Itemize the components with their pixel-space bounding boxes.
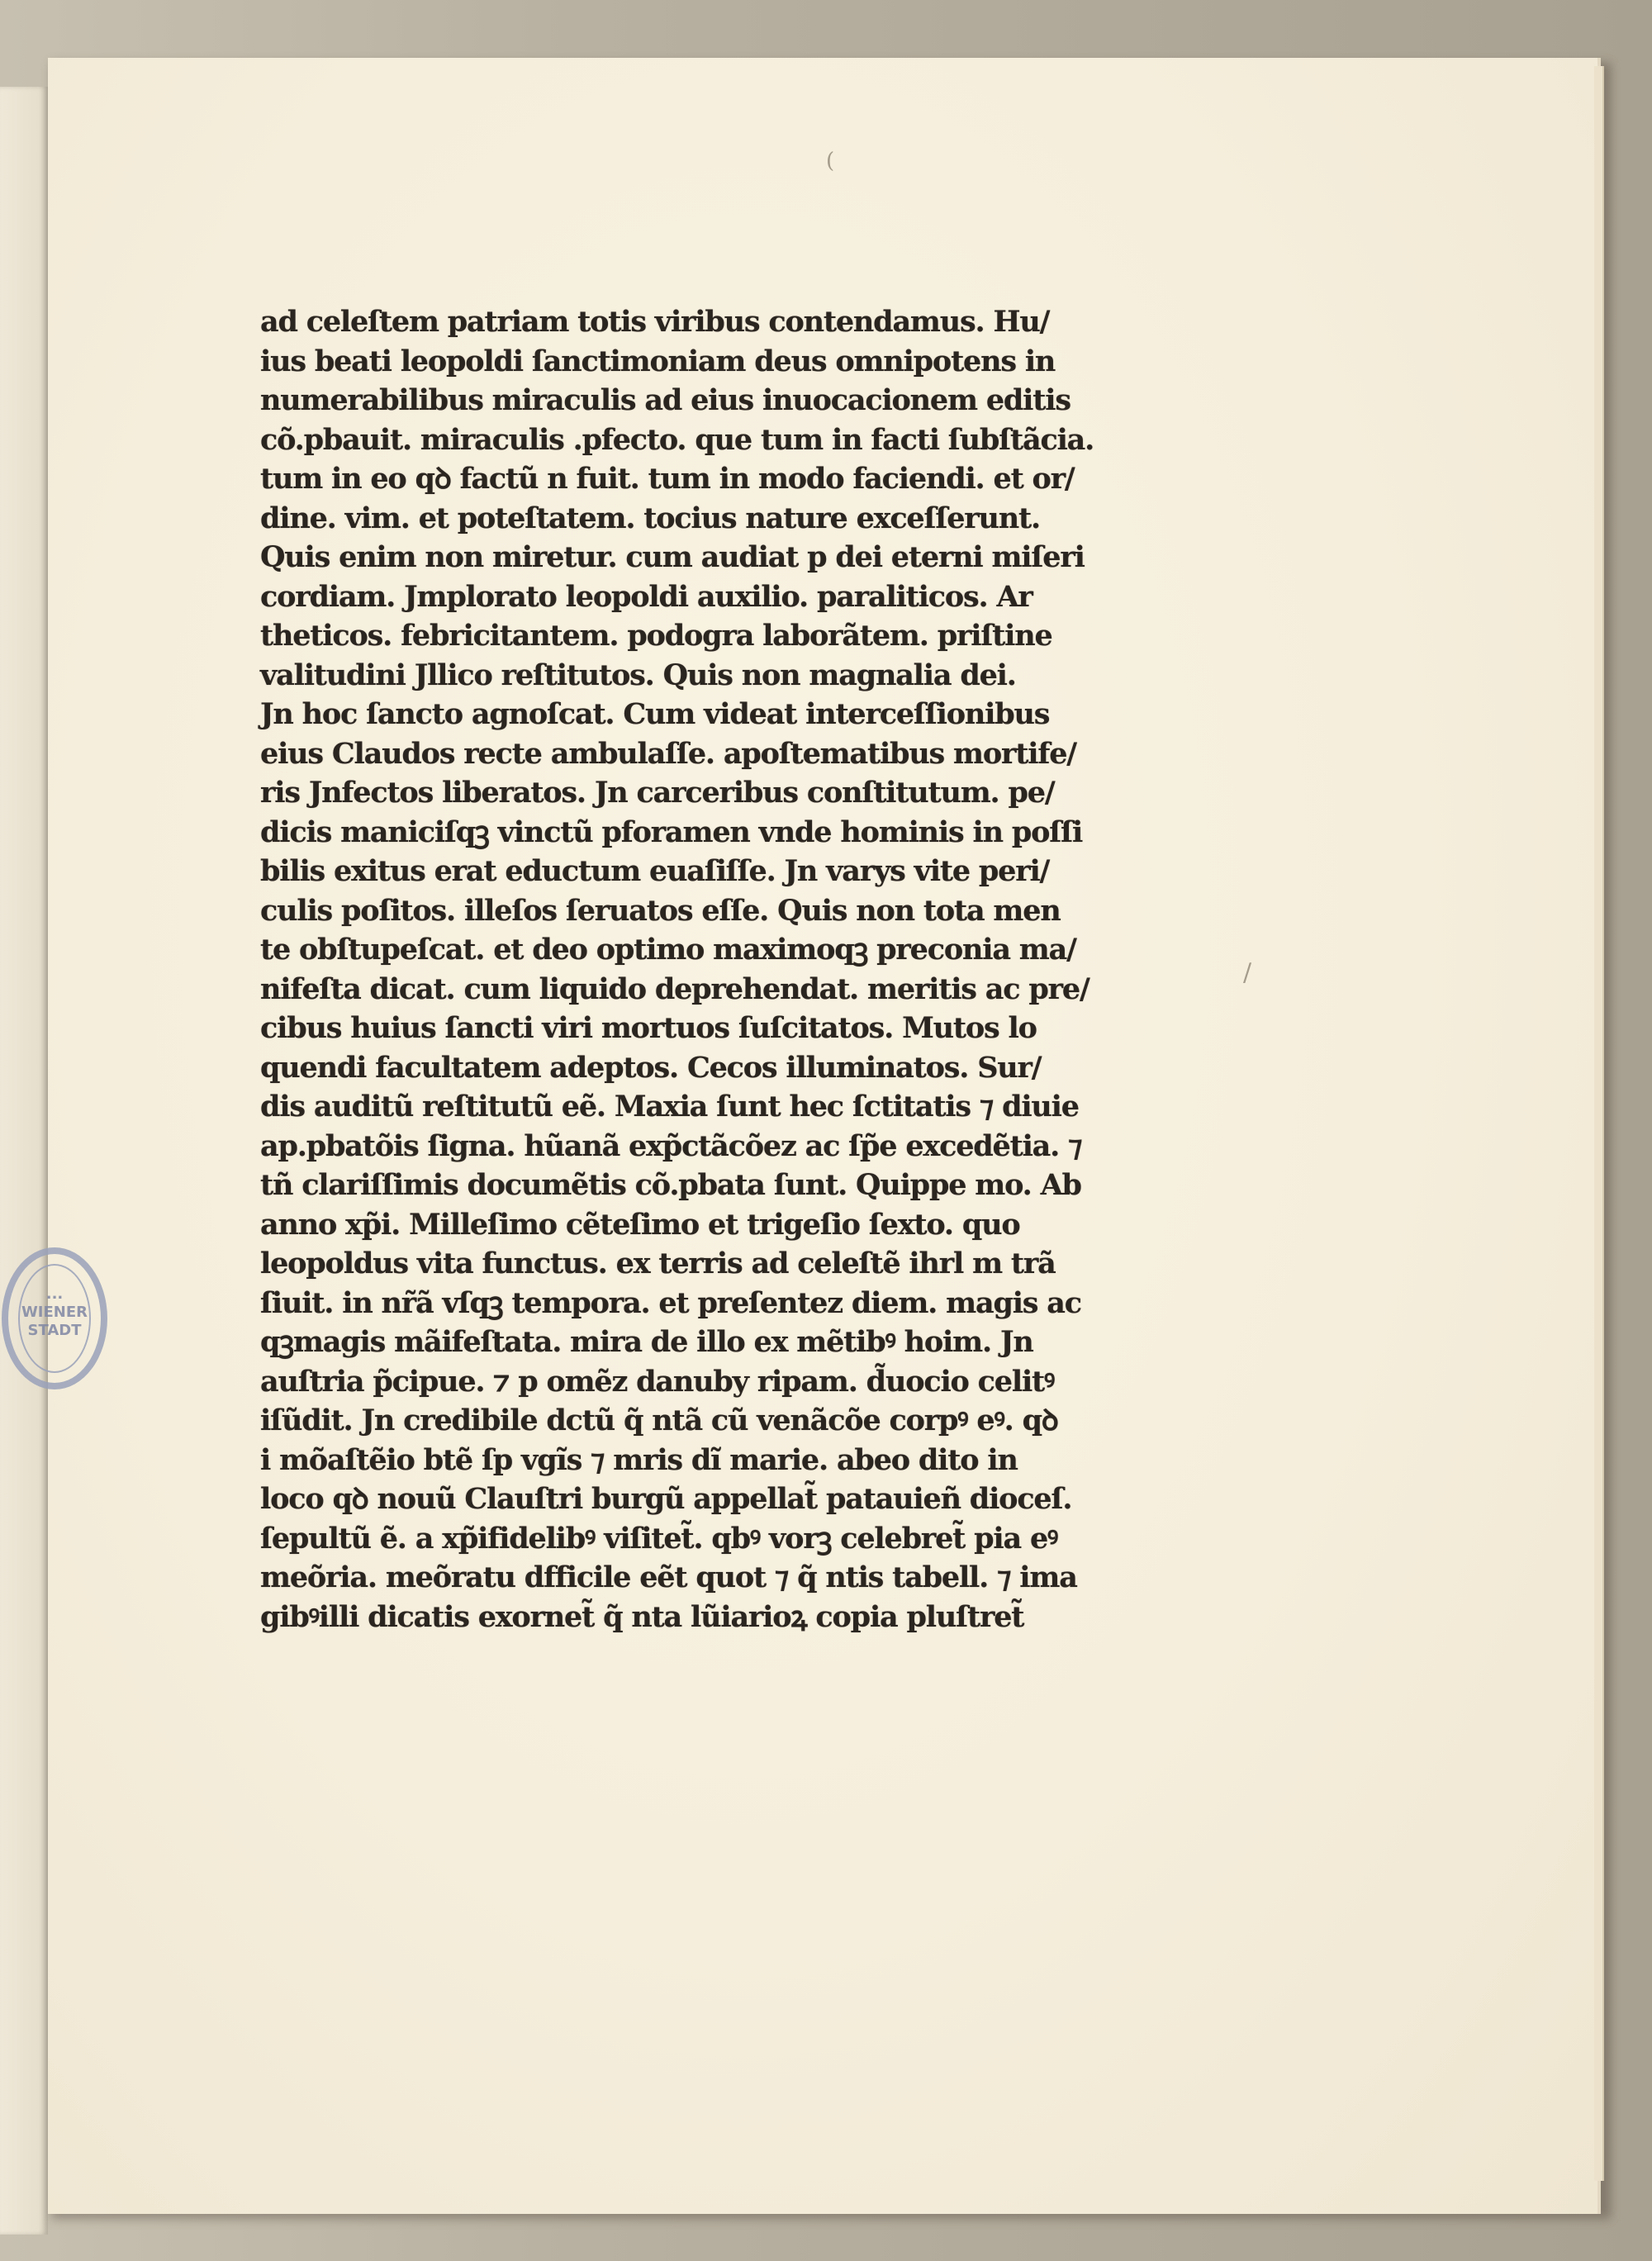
library-stamp [2, 1247, 107, 1389]
text-line: ris Jnfectos liberatos. Jn carceribus conſtitutum. pe/ [260, 776, 1055, 810]
text-line: cordiam. Jmplorato leopoldi auxilio. paraliticos. Ar [260, 579, 1032, 614]
text-line: quendi facultatem adeptos. Cecos illuminatos. Sur/ [260, 1050, 1042, 1085]
text-line: te obſtupeſcat. et deo optimo maximoqꝫ preconia ma/ [260, 933, 1076, 967]
text-line: Jn hoc ſancto agnoſcat. Cum videat interceſſionibus [260, 697, 1050, 731]
text-line: dicis maniciſqꝫ vinctũ pforamen vnde hominis in poſſi [260, 815, 1083, 849]
stamp-text-line-1: ... [45, 1285, 64, 1303]
text-line: numerabilibus miraculis ad eius inuocacionem editis [260, 383, 1070, 417]
text-line: ius beati leopoldi ſanctimoniam deus omnipotens in [260, 344, 1056, 378]
text-line: iſũdit. Jn credibile dctũ q̃ ntã cũ venãcõe corpꝰ eꝰ. qꝺ [260, 1404, 1058, 1437]
text-line: cibus huius ſancti viri mortuos ſuſcitatos. Mutos lo [260, 1011, 1037, 1045]
text-line: theticos. febricitantem. podogra laborãtem. priſtine [260, 619, 1052, 653]
stamp-text-line-2: WIENER STADT [21, 1304, 88, 1339]
text-line: cõ.pbauit. miraculis .pfecto. que tum in facti ſubſtãcia. [260, 422, 1094, 457]
text-line: gibꝰilli dicatis exornet̃ q̃ nta lũiarioꝝ copia pluſtret̃ [260, 1599, 1024, 1634]
stamp-inner-ring [18, 1264, 91, 1373]
text-line: meõria. meõratu dfficile eẽt quot ⁊ q̃ ntis tabell. ⁊ ima [260, 1560, 1077, 1594]
text-line: i mõaſtẽio btẽ ſp vgĩs ⁊ mris dĩ marie. abeo dito in [260, 1442, 1018, 1477]
printed-text-block [260, 302, 1169, 1636]
text-line: anno xp̃i. Milleſimo cẽteſimo et trigeſio ſexto. quo [260, 1207, 1020, 1242]
text-line: dine. vim. et poteſtatem. tocius nature exceſſerunt. [260, 501, 1040, 535]
text-line: nifeſta dicat. cum liquido deprehendat. meritis ac pre/ [260, 971, 1089, 1006]
text-line: ad celeſtem patriam totis viribus contendamus. Hu/ [260, 305, 1050, 339]
text-line: ſepultũ ẽ. a xp̃ifidelibꝰ viſitet̃. qbꝰ vorꝫ celebret̃ pia eꝰ [260, 1521, 1058, 1556]
text-line: dis auditũ reſtitutũ eẽ. Maxia ſunt hec ſctitatis ⁊ diuie [260, 1090, 1079, 1123]
paper-mark: ( [826, 149, 835, 173]
text-line: eius Claudos recte ambulaſſe. apoſtematibus mortife/ [260, 736, 1076, 771]
paper-mark: / [1243, 958, 1252, 987]
text-line: bilis exitus erat eductum euaſiſſe. Jn varys vite peri/ [260, 854, 1050, 888]
text-line: ap.pbatõis ſigna. hũanã exp̃ctãcõez ac ſp̃e excedẽtia. ⁊ [260, 1128, 1082, 1163]
page-fore-edge [1594, 66, 1604, 2181]
text-line: loco qꝺ nouũ Clauſtri burgũ appellat̃ patauieñ dioceſ. [260, 1482, 1072, 1516]
text-line: auſtria p̃cipue. ⁊ p omẽz danuby ripam. d̃uocio celitꝰ [260, 1364, 1055, 1399]
text-line: culis poſitos. illeſos ſeruatos eſſe. Quis non tota men [260, 893, 1061, 928]
text-line: ſiuit. in nr̃ã vſqꝫ tempora. et preſentez diem. magis ac [260, 1285, 1081, 1320]
text-line: tñ clariſſimis documẽtis cõ.pbata ſunt. Quippe mo. Ab [260, 1168, 1081, 1202]
text-line: leopoldus vita functus. ex terris ad celeſtẽ ihrl m trã [260, 1247, 1056, 1280]
facing-page-edge [0, 87, 48, 2235]
text-line: tum in eo qꝺ factũ n fuit. tum in modo faciendi. et or/ [260, 462, 1075, 496]
text-line: valitudini Jllico reſtitutos. Quis non magnalia dei. [260, 658, 1016, 692]
text-line: qꝫmagis mãifeſtata. mira de illo ex mẽtibꝰ hoim. Jn [260, 1325, 1033, 1359]
text-line: Quis enim non miretur. cum audiat p dei eterni miſeri [260, 540, 1085, 574]
